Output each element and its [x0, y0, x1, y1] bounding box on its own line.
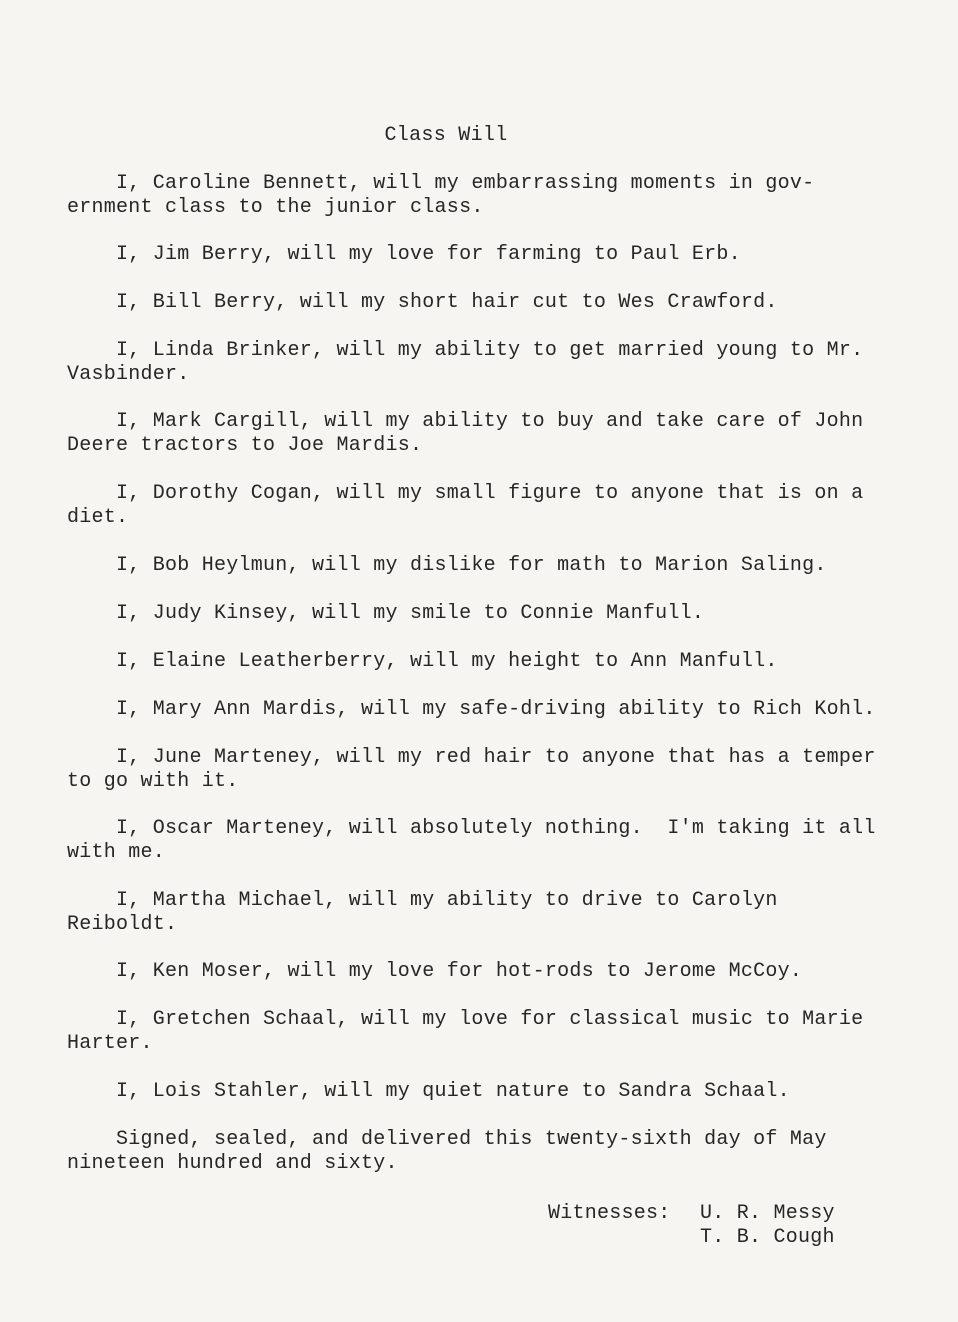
will-line: diet. [67, 506, 129, 529]
closing-line: Signed, sealed, and delivered this twenty-sixth day of May [67, 1128, 827, 1151]
will-entry [67, 817, 897, 865]
will-entry [67, 889, 897, 937]
will-line: I, Judy Kinsey, will my smile to Connie Manfull. [67, 602, 705, 625]
will-line: Vasbinder. [67, 363, 190, 386]
witness-name: U. R. Messy [700, 1202, 835, 1225]
will-line: I, Mark Cargill, will my ability to buy and take care of John [67, 410, 864, 433]
witnesses-block [548, 1202, 835, 1322]
will-entry [67, 960, 897, 984]
will-entry [67, 1080, 897, 1104]
will-line: I, June Marteney, will my red hair to anyone that has a temper [67, 746, 876, 769]
will-line: I, Gretchen Schaal, will my love for classical music to Marie [67, 1008, 864, 1031]
will-line: to go with it. [67, 770, 239, 793]
will-line: I, Martha Michael, will my ability to drive to Carolyn [67, 889, 778, 912]
document-title: Class Will [384, 124, 508, 147]
will-entry [67, 650, 897, 674]
will-line: I, Mary Ann Mardis, will my safe-driving ability to Rich Kohl. [67, 698, 876, 721]
will-entry [67, 554, 897, 578]
will-entry [67, 1008, 897, 1056]
will-line: I, Bill Berry, will my short hair cut to Wes Crawford. [67, 291, 778, 314]
will-line: I, Dorothy Cogan, will my small figure to anyone that is on a [67, 482, 864, 505]
will-line: with me. [67, 841, 166, 864]
will-entry [67, 482, 897, 530]
will-entry [67, 291, 897, 315]
will-line: Reiboldt. [67, 913, 178, 936]
will-line: I, Caroline Bennett, will my embarrassing moments in gov- [67, 172, 815, 195]
will-line: I, Oscar Marteney, will absolutely nothing. I'm taking it all [67, 817, 876, 840]
will-line: I, Bob Heylmun, will my dislike for math to Marion Saling. [67, 554, 827, 577]
will-entry [67, 410, 897, 458]
will-entry [67, 602, 897, 626]
will-line: I, Ken Moser, will my love for hot-rods to Jerome McCoy. [67, 960, 803, 983]
will-entry [67, 172, 897, 220]
will-line: Harter. [67, 1032, 153, 1055]
closing-statement [67, 1128, 897, 1176]
will-entry [67, 243, 897, 267]
will-entry [67, 698, 897, 722]
will-entry [67, 746, 897, 794]
closing-line: nineteen hundred and sixty. [67, 1152, 398, 1175]
will-line: Deere tractors to Joe Mardis. [67, 434, 423, 457]
will-line: I, Lois Stahler, will my quiet nature to Sandra Schaal. [67, 1080, 790, 1103]
will-line: I, Elaine Leatherberry, will my height to Ann Manfull. [67, 650, 778, 673]
will-entry [67, 339, 897, 387]
will-line: ernment class to the junior class. [67, 196, 484, 219]
witness-name: T. B. Cough [700, 1226, 835, 1249]
witnesses-label: Witnesses: [548, 1202, 671, 1225]
will-line: I, Jim Berry, will my love for farming to Paul Erb. [67, 243, 741, 266]
will-line: I, Linda Brinker, will my ability to get married young to Mr. [67, 339, 864, 362]
